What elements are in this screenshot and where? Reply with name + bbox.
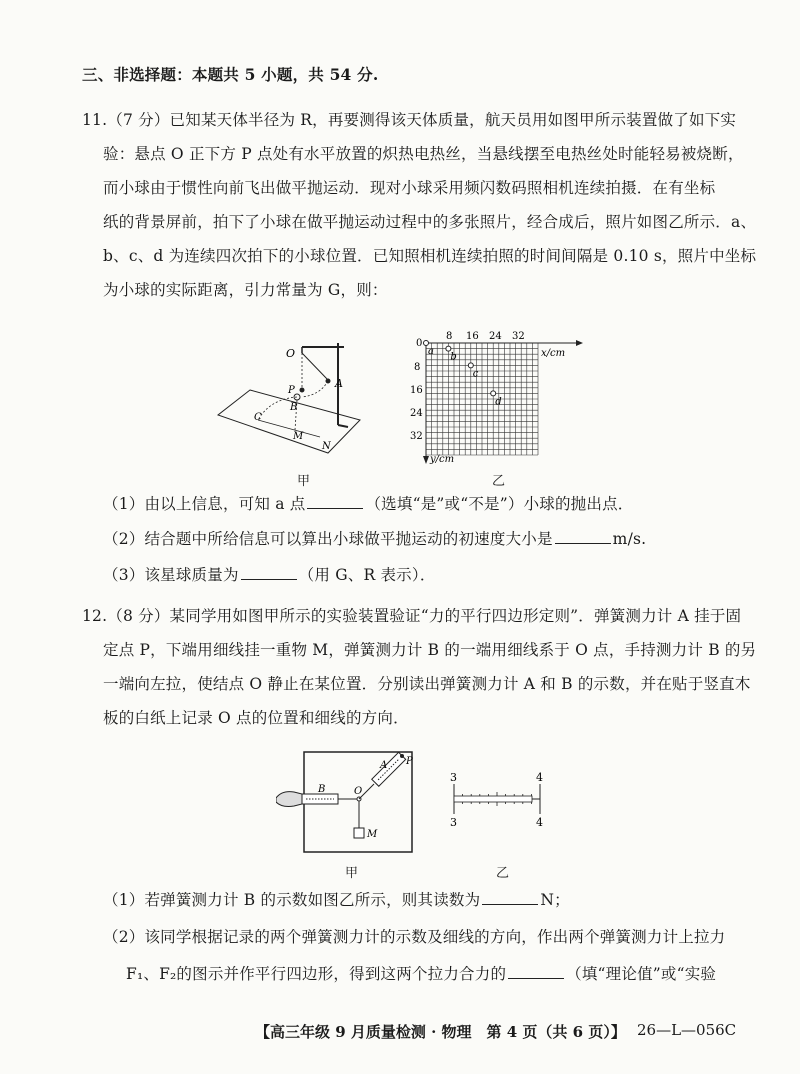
q11-caption-jia: 甲 (297, 474, 311, 489)
scale-bottom-left: 3 (450, 816, 457, 829)
scale-bottom-right: 4 (536, 816, 543, 829)
line-MN (258, 420, 320, 437)
stand-base (338, 425, 348, 427)
weight-M (354, 828, 364, 838)
fixed-point-P (400, 754, 404, 758)
q12-sub2-pre: F₁、F₂的图示并作平行四边形，得到这两个拉力合力的 (126, 965, 507, 983)
q11-figure-jia (210, 335, 370, 465)
label-C: C (254, 412, 262, 423)
y-axis-label: y/cm (430, 454, 455, 465)
label-M: M (293, 431, 304, 442)
ball-point-d (491, 391, 496, 396)
q12-sub1 (103, 888, 570, 910)
q12-line-1: 12.（8 分）某同学用如图甲所示的实验装置验证“力的平行四边形定则”．弹簧测力计 A 挂于固 (82, 607, 742, 625)
q11-sub3-post: （用 G、R 表示）． (298, 566, 436, 584)
q12-sub2-line-1: （2）该同学根据记录的两个弹簧测力计的示数及细线的方向，作出两个弹簧测力计上拉力 (103, 928, 726, 946)
q11-line-1: 11.（7 分）已知某天体半径为 R，再要测得该天体质量，航天员用如图甲所示装置做了如下实 (82, 111, 737, 129)
x-tick-32: 32 (512, 331, 525, 342)
q11-sub3 (103, 563, 436, 585)
q12-sub2-post: （填“理论值”或“实验 (566, 965, 717, 983)
scale-top-right: 4 (536, 771, 543, 784)
y-tick-16: 16 (410, 385, 423, 396)
q12-sub1-post: N； (540, 891, 570, 909)
y-tick-8: 8 (414, 362, 421, 373)
q11-figure-yi (408, 328, 593, 468)
q11-line-5: b、c、d 为连续四次拍下的小球位置．已知照相机连续拍照的时间间隔是 0.10 s，照片中坐标 (103, 247, 757, 265)
label-A: A (380, 760, 388, 771)
ball-point-b (446, 346, 451, 351)
label-A: A (335, 377, 343, 390)
q11-caption-yi: 乙 (492, 474, 506, 489)
scale-top-left: 3 (450, 771, 457, 784)
label-O: O (286, 347, 296, 360)
label-P: P (406, 756, 413, 767)
origin-label: 0 (416, 338, 423, 349)
q12-caption-jia: 甲 (345, 866, 359, 881)
ball-point-a (424, 341, 429, 346)
q11-answer-blank-3[interactable] (241, 565, 297, 580)
label-M: M (367, 829, 378, 840)
x-axis-label: x/cm (541, 348, 566, 359)
q12-answer-blank-1[interactable] (482, 890, 538, 905)
q11-answer-blank-2[interactable] (555, 529, 611, 544)
grid-points (424, 341, 502, 408)
q11-line-3: 而小球由于惯性向前飞出做平抛运动．现对小球采用频闪数码照相机连续拍摄．在有坐标 (103, 179, 716, 197)
label-O: O (354, 786, 363, 797)
q11-line-6: 为小球的实际距离，引力常量为 G，则： (103, 281, 388, 299)
q11-line-4: 纸的背景屏前，拍下了小球在做平抛运动过程中的多张照片，经合成后，照片如图乙所示．a、 (103, 213, 757, 231)
q11-line-2: 验：悬点 O 正下方 P 点处有水平放置的炽热电热丝，当悬线摆至电热丝处时能轻易被烧断， (103, 145, 744, 163)
label-B: B (318, 784, 326, 795)
section-title: 三、非选择题：本题共 5 小题，共 54 分. (82, 65, 379, 84)
x-tick-16: 16 (466, 331, 479, 342)
x-axis-arrow (576, 340, 583, 346)
ball-label-d: d (495, 396, 502, 408)
hand-icon (276, 792, 302, 807)
q11-sub1 (103, 492, 633, 514)
string-to-A (302, 353, 328, 380)
ball-label-b: b (450, 351, 457, 363)
y-tick-24: 24 (410, 408, 423, 419)
q11-sub1-post: （选填“是”或“不是”）小球的抛出点． (365, 495, 634, 513)
ball-label-c: c (472, 368, 479, 380)
q12-sub1-pre: （1）若弹簧测力计 B 的示数如图乙所示，则其读数为 (103, 891, 481, 909)
q12-figure-jia (276, 748, 416, 856)
grid-lines (426, 343, 538, 455)
x-tick-24: 24 (489, 331, 502, 342)
label-N: N (322, 441, 331, 452)
x-tick-8: 8 (446, 331, 453, 342)
swing-arc (302, 381, 328, 397)
q12-sub2-line-2 (126, 962, 716, 984)
q11-sub2-post: m/s. (612, 530, 647, 548)
q11-sub2-pre: （2）结合题中所给信息可以算出小球做平抛运动的初速度大小是 (103, 530, 553, 548)
q12-line-2: 定点 P，下端用细线挂一重物 M，弹簧测力计 B 的一端用细线系于 O 点，手持测力计 B 的另 (103, 641, 757, 659)
scale-pointer-bar (454, 796, 532, 802)
q12-line-4: 板的白纸上记录 O 点的位置和细线的方向． (103, 709, 409, 727)
q12-line-3: 一端向左拉，使结点 O 静止在某位置．分别读出弹簧测力计 A 和 B 的示数，并在贴于竖直木 (103, 675, 751, 693)
q11-answer-blank-1[interactable] (307, 494, 363, 509)
label-B: B (290, 402, 298, 413)
ball-point-c (468, 363, 473, 368)
point-P (300, 388, 305, 393)
q11-sub2 (103, 527, 646, 549)
q11-sub1-pre: （1）由以上信息，可知 a 点 (103, 495, 306, 513)
ball-label-a: a (428, 346, 434, 357)
q12-figure-yi (446, 770, 556, 830)
q11-sub3-pre: （3）该星球质量为 (103, 566, 239, 584)
y-tick-32: 32 (410, 431, 423, 442)
q12-caption-yi: 乙 (496, 866, 510, 881)
y-axis-arrow (423, 456, 429, 464)
label-P: P (288, 385, 295, 396)
exam-code: 26—L—056C (637, 1021, 737, 1039)
page-footer: 【高三年级 9 月质量检测 · 物理 第 4 页（共 6 页）】 (255, 1023, 626, 1041)
q12-answer-blank-2[interactable] (508, 964, 564, 979)
